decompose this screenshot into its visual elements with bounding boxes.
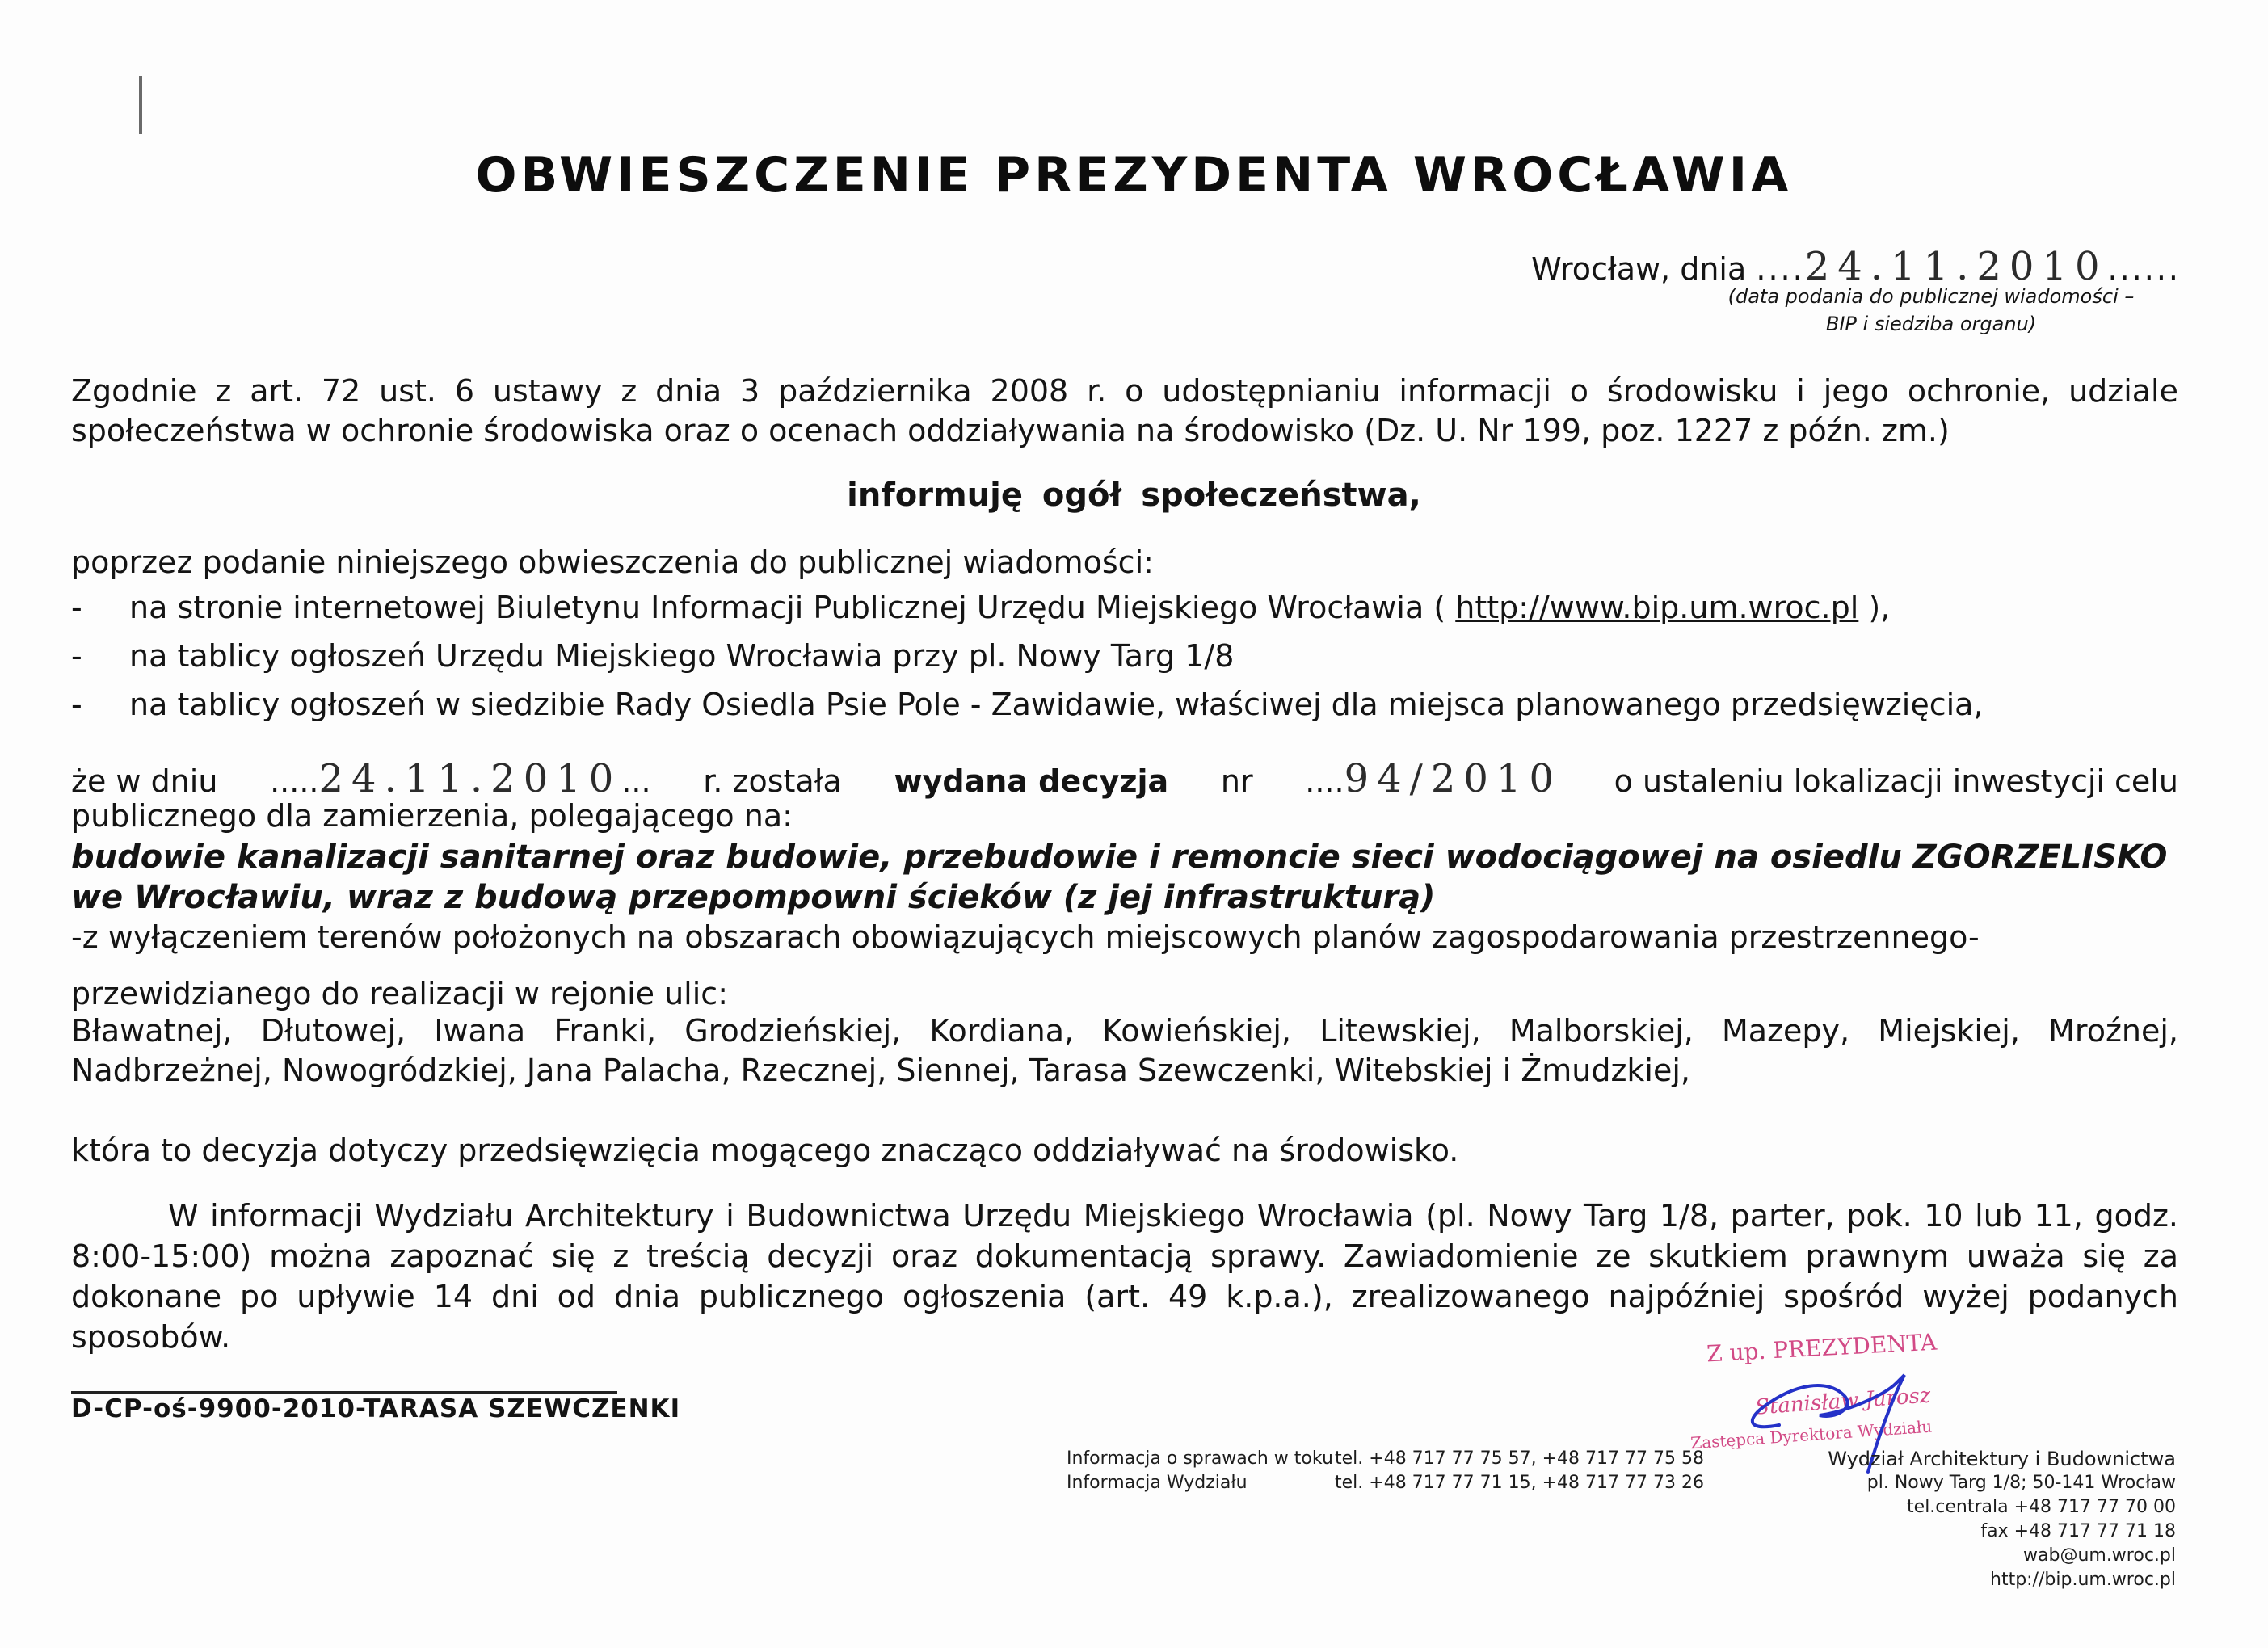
bullet-item: - na tablicy ogłoszeń Urzędu Miejskiego Wrocławia przy pl. Nowy Targ 1/8 <box>71 638 1235 674</box>
date-note: (data podania do publicznej wiadomości – BIP i siedziba organu) <box>1727 285 2135 335</box>
impact-statement: która to decyzja dotyczy przedsięwzięcia mogącego znacząco oddziaływać na środowisko. <box>71 1133 1459 1168</box>
stamp-line1: Z up. PREZYDENTA <box>1706 1328 1938 1368</box>
reference-number: D-CP-oś-9900-2010-TARASA SZEWCZENKI <box>71 1394 681 1423</box>
bullet-item: - na tablicy ogłoszeń w siedzibie Rady Osiedla Psie Pole - Zawidawie, właściwej dla miejsca planowanego przedsięwzięcia, <box>71 687 1984 722</box>
decision-date-handwritten: 24.11.2010 <box>318 756 622 801</box>
stamp-name: Stanisław Jarosz <box>1754 1383 1932 1420</box>
decision-line-2: publicznego dla zamierzenia, polegającego na: <box>71 798 793 834</box>
inform-heading: informuję ogół społeczeństwa, <box>847 477 1421 514</box>
publication-intro: poprzez podanie niniejszego obwieszczenia do publicznej wiadomości: <box>71 544 1154 580</box>
exclusion-note: -z wyłączeniem terenów położonych na obszarach obowiązujących miejscowych planów zagospodarowania przestrzennego- <box>71 919 1980 955</box>
bullet-item: - na stronie internetowej Biuletynu Informacji Publicznej Urzędu Miejskiego Wrocławia ( http://www.bip.um.wroc.pl ), <box>71 590 1891 625</box>
date-line: Wrocław, dnia ....24.11.2010...... <box>1531 244 2181 289</box>
contact-phones: tel. +48 717 77 75 57, +48 717 77 75 58 tel. +48 717 77 71 15, +48 717 77 73 26 <box>1335 1448 1704 1493</box>
decision-number-handwritten: 94/2010 <box>1344 756 1562 801</box>
date-handwritten: 24.11.2010 <box>1804 244 2108 289</box>
decision-subject: budowie kanalizacji sanitarnej oraz budowie, przebudowie i remoncie sieci wodociągowej na osiedlu ZGORZELISKO we Wrocławiu, wraz z budową przepompowni ścieków (z jej infrastrukturą) <box>71 839 2168 916</box>
bip-link[interactable]: http://www.bip.um.wroc.pl <box>1455 590 1859 625</box>
intro-paragraph: Zgodnie z art. 72 ust. 6 ustawy z dnia 3 października 2008 r. o udostępnianiu informacji o środowisku i jego ochronie, udziale społeczeństwa w ochronie środowiska oraz o ocenach oddziaływania na środowisko (Dz. U. Nr 199, poz. 1227 z późn. zm.) <box>71 373 2178 448</box>
stamp-role: Zastępca Dyrektora Wydziału <box>1689 1416 1933 1453</box>
department-email[interactable]: wab@um.wroc.pl <box>2023 1545 2176 1566</box>
department-phone: tel.centrala +48 717 77 70 00 <box>1907 1497 2176 1517</box>
streets-list: Bławatnej, Dłutowej, Iwana Franki, Grodzieńskiej, Kordiana, Kowieńskiej, Litewskiej, Malborskiej, Mazepy, Miejskiej, Mroźnej, Nadbrzeżnej, Nowogródzkiej, Jana Palacha, Rzecznej, Siennej, Tarasa Szewczenki, Witebskiej i Żmudzkiej, <box>71 1013 2178 1088</box>
department-web[interactable]: http://bip.um.wroc.pl <box>1990 1570 2176 1590</box>
department-address: pl. Nowy Targ 1/8; 50-141 Wrocław <box>1866 1473 2176 1493</box>
streets-intro: przewidzianego do realizacji w rejonie ulic: <box>71 976 728 1011</box>
info-paragraph: W informacji Wydziału Architektury i Budownictwa Urzędu Miejskiego Wrocławia (pl. Nowy Targ 1/8, parter, pok. 10 lub 11, godz. 8:00-15:00) można zapoznać się z treścią decyzji oraz dokumentacją sprawy. Zawiadomienie ze skutkiem prawnym uważa się za dokonane po upływie 14 dni od dnia publicznego ogłoszenia (art. 49 k.p.a.), zrealizowanego najpóźniej spośród wyżej podanych sposobów. <box>71 1198 2178 1355</box>
page-title: OBWIESZCZENIE PREZYDENTA WROCŁAWIA <box>475 147 1793 204</box>
scan-mark <box>139 76 142 134</box>
decision-bold: wydana decyzja <box>894 763 1169 799</box>
contact-labels: Informacja o sprawach w toku Informacja Wydziału <box>1067 1448 1333 1493</box>
department-fax: fax +48 717 77 71 18 <box>1980 1521 2176 1541</box>
decision-line: że w dniu .....24.11.2010... r. została wydana decyzja nr ....94/2010 o ustaleniu lokalizacji inwestycji celu <box>71 756 2178 801</box>
department-name: Wydział Architektury i Budownictwa <box>1828 1448 2176 1470</box>
date-prefix: Wrocław, dnia <box>1531 251 1747 287</box>
department-info <box>1828 1447 2176 1592</box>
divider <box>71 1391 617 1394</box>
